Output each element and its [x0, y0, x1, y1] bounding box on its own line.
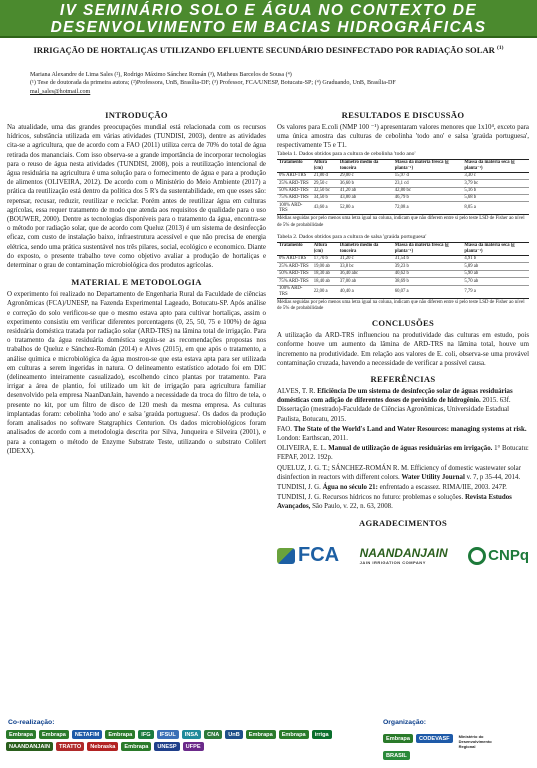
table1-cell: 3,79 bc — [462, 180, 529, 187]
results-text: Os valores para E.coli (NMP 100 ⁻¹) apresentaram valores menores que 1x10⁴, exceto para uma única amostra das culturas de cebolinha 'todo ano' e salsa 'graúda portuguesa', respectivamente T5 e T1. — [277, 124, 529, 150]
table2-cell: 0% ARD-TRS — [277, 256, 312, 263]
table1-col-header: Altura (cm) — [312, 159, 338, 172]
reference-title: The State of the World's Land and Water Resources: managing systems at risk. — [293, 425, 527, 433]
table2-cell: 60,07 a — [393, 285, 463, 298]
table1-col-header: Tratamento — [277, 159, 312, 172]
table1-col-header: Diâmetro médio da touceira — [338, 159, 393, 172]
table2-cell: 39,23 b — [393, 263, 463, 270]
table1-row — [277, 180, 529, 187]
table2-col-header: Diâmetro médio da touceira — [338, 242, 393, 255]
co-realizacao-logo: Embrapa — [246, 730, 276, 739]
cnpq-ring-icon — [468, 547, 486, 565]
table1-col-header: Massa da matéria seca (g planta⁻¹) — [462, 159, 529, 172]
co-realizacao-logo: CNA — [204, 730, 222, 739]
organizacao-logo: BRASIL — [383, 751, 410, 760]
sponsor-logos — [277, 536, 529, 576]
co-realizacao-logo: Embrapa — [39, 730, 69, 739]
table2-row — [277, 278, 529, 285]
table2 — [277, 242, 529, 299]
reference-item — [277, 483, 529, 492]
table1-cell: 5,68 b — [462, 194, 529, 201]
table1-cell: 43,80 ab — [338, 194, 393, 201]
table2-cell: 50% ARD-TRS — [277, 270, 312, 277]
organizacao-label: Organização: — [383, 719, 427, 726]
table2-cell: 18,30 ab — [312, 270, 338, 277]
table2-cell: 100% ARD-TRS — [277, 285, 312, 298]
table2-col-header: Tratamento — [277, 242, 312, 255]
co-realizacao-logo: Embrapa — [6, 730, 36, 739]
table2-cell: 5,90 ab — [462, 270, 529, 277]
reference-item — [277, 444, 529, 462]
table1-cell: 25% ARD-TRS — [277, 180, 312, 187]
author-affiliations: (¹) Tese de doutorada da primeira autora; (²)Professora, UnB, Brasília-DF; (³) Professor, FCA/UNESP, Botucatu-SP; (⁴) Graduando, UnB, Brasília-DF — [30, 80, 396, 87]
cnpq-logo-text: CNPq — [488, 547, 529, 565]
table1-note: Médias seguidas por pelo menos uma letra igual na coluna, indicam que não diferem entre si pelo teste LSD de Fisher ao nível de 5% de probabilidade — [277, 216, 525, 228]
conclusions-heading: CONCLUSÕES — [371, 318, 435, 329]
table1-row — [277, 172, 529, 179]
naandanjain-logo — [360, 546, 448, 565]
co-realizacao-logo: Nebraska — [87, 742, 118, 751]
table2-cell: 18,40 ab — [312, 278, 338, 285]
co-realizacao-logo: Embrapa — [121, 742, 151, 751]
table2-cell: 5,70 ab — [462, 278, 529, 285]
co-realizacao-logo: Embrapa — [279, 730, 309, 739]
methods-text: O experimento foi realizado no Departamento de Engenharia Rural da Faculdade de ciências Agronômicas (FCA)/UNESP, na Fazenda Experimental Lageado, Botucatu-SP. Após análise e correção do solo verificou-se que o mesmo estava apto para cultivar hortaliças, assim o experimento consistiu em verificar diferentes porcentagens (0, 25, 50, 75 e 100%) de água residuária doméstica tratada por radiação solar (ARD-TRS) na lâmina total de irrigação. Para o tratamento da água residuária doméstica seguiu-se as recomendações propostas nos trabalhos de Queluz e Sánchez-Román (2014) e Alves (2015), em que após o tratamento, a análise química e microbiológica da água mostrou-se que esta estava apta para ser utilizada em culturas a serem ingeridas in natura. O delineamento estatístico adotado foi em DIC (delineamento inteiramente casualizado), escolhendo cinco plantas por tratamento. Para irrigar a área de plantio, foi utilizado um kit de irrigação para agricultura familiar desenvolvido pela empresa NaanDanJain, havendo a necessidade da troca do filtro de tela, o presente no kit, por um filtro de disco de 120 mesh da mesma empresa. As culturas implantadas foram: cebolinha 'todo ano' e salsa 'graúda portuguesa'. Os dados da produção foram analisados no software Statgraphics Centurion. Os dados microbiológicos foram analisados de acordo com a metodologia descrita por Silva, Junqueira e Silveira (2001), e para a contagem o método de Enzyme Substrate Teste, utilizando o substrato Colilert (IDEXX). — [7, 291, 266, 455]
table1-cell: 5,16 b — [462, 187, 529, 194]
table1-cell: 46,79 b — [393, 194, 463, 201]
table2-cell: 19,00 ab — [312, 263, 338, 270]
intro-text: Na atualidade, uma das grandes preocupações mundial está relacionada com os recursos hídricos, substância utilizada em várias atividades (TUNDISI, 2003), dentre as atividades cita-se a agricultura, que de acordo com a FAO (2011) utiliza cerca de 70% do total de água retirada dos mananciais. Com isso observa-se a grande importância de incorporar tecnologias para o reuso de água nesta atividades (TUNDISI, 2008), pois a reutilização intencional de água residuária na agricultura é uma solução para o fornecimento de água e para a produção de alimentos (OLIVEIRA, 2012). De acordo com o Ministério do Meio Ambiente (2017) a prática da reutilização está dentro da política dos 5 R's da sustentabilidade, em que esses são: repensar, recusar, reduzir, reutilizar e reciclar. Porém antes de reutilizar água em culturas agrícolas, essa requer tratamento de modo que atenda aos requisitos de qualidade para o uso (BOUWER, 2000). Dentre as tecnologias disponíveis para o tratamento da água, encontra-se o método por radiação solar, que de acordo com Queluz (2013) é um sistema de desinfecção eficaz, com custo de instalação baixo, infraestrutura acessível e que não precisa de energia elétrica, sendo uma prática sustentável nos três pilares, social, ecológico e economico. Diante do exposto, o presente trabalho teve como objetivo avaliar a produção de hortaliças e determinar o grau de contaminação microbiológica dos produtos agrícolas. — [7, 124, 266, 270]
reference-title: Revista Estudos Avançados, — [277, 494, 512, 511]
fca-mark-icon — [277, 548, 295, 564]
table2-row — [277, 270, 529, 277]
banner-title-line2: DESENVOLVIMENTO EM BACIAS HIDROGRÁFICAS — [50, 19, 487, 36]
table1-cell: 21,80 d — [312, 172, 338, 179]
reference-title: Eficiência De um sistema de desinfecção solar de águas residuárias domésticas com adição de diferentes doses de peróxido de hidrogênio. — [277, 387, 513, 405]
co-realizacao-logo: UnB — [225, 730, 243, 739]
reference-text: TUNDISI, J. G. Recursos hídricos no futuro: problemas e soluções. — [277, 494, 465, 502]
table1-caption: Tabela 1. Dados obtidos para a cultura de cebolinha 'todo ano' — [277, 150, 416, 157]
cnpq-logo — [468, 547, 529, 565]
table2-cell: 4,91 b — [462, 256, 529, 263]
reference-item — [277, 493, 529, 511]
reference-item — [277, 425, 529, 443]
table2-cell: 36,40 abc — [338, 270, 393, 277]
co-realizacao-logo: TRATTO — [56, 742, 84, 751]
footer — [0, 719, 537, 768]
reference-text: 1° Botucatu: FEPAF, 2012. 192p. — [277, 445, 529, 462]
reference-title: Manual de utilização de águas residuárias em irrigação. — [328, 445, 493, 453]
header-banner — [0, 0, 537, 38]
reference-text: v. 7, p 35-44, 2014. — [464, 473, 521, 481]
table2-note: Médias seguidas por pelo menos uma letra igual na coluna, indicam que não diferem entre si pelo teste LSD de Fisher ao nível de 5% de probabilidade — [277, 299, 525, 311]
reference-text: QUELUZ, J. G. T.; SÁNCHEZ-ROMÁN R. M. Efficiency of domestic wastewater solar disinfection in reactors with different colors. — [277, 464, 522, 481]
co-realizacao-logo: INSA — [182, 730, 201, 739]
reference-item — [277, 464, 529, 482]
table2-row — [277, 285, 529, 298]
table2-cell: 33,8 bc — [338, 263, 393, 270]
organizacao-logo: Ministério do Desenvolvimento Regional — [456, 734, 504, 748]
author-names: Mariana Alexandre de Lima Sales (²), Rodrigo Máximo Sánchez Román (³), Matheus Barcelos de Sousa (⁴) — [30, 72, 292, 78]
reference-item — [277, 387, 529, 424]
naandanjain-logo-text: NAANDANJAIN — [359, 546, 448, 561]
reference-text: enfrentado a escassez. RIMA/IIE, 2003. 247P. — [377, 483, 507, 491]
table2-cell: 5,89 ab — [462, 263, 529, 270]
reference-text: São Paulo, v. 22, n. 63, 2008. — [310, 503, 393, 511]
table1-cell: 8,05 a — [462, 202, 529, 215]
table1-cell: 50% ARD-TRS — [277, 187, 312, 194]
co-realizacao-logo: irriga — [312, 730, 332, 739]
co-realizacao-logo: UNESP — [154, 742, 179, 751]
table2-col-header: Massa da matéria seca (g planta⁻¹) — [462, 242, 529, 255]
table1 — [277, 159, 529, 216]
table2-cell: 22,00 a — [312, 285, 338, 298]
paper-title-text: IRRIGAÇÃO DE HORTALIÇAS UTILIZANDO EFLUENTE SECUNDÁRIO DESINFECTADO POR RADIAÇÃO SOLAR — [33, 45, 495, 55]
left-column — [7, 108, 266, 456]
author-block — [30, 71, 520, 96]
table1-cell: 75% ARD-TRS — [277, 194, 312, 201]
co-realizacao-logo: IFG — [138, 730, 153, 739]
table1-row — [277, 194, 529, 201]
table1-cell: 41,20 ab — [338, 187, 393, 194]
table2-cell: 40,40 a — [338, 285, 393, 298]
intro-heading: INTRODUÇÃO — [105, 110, 168, 120]
table1-row — [277, 202, 529, 215]
table2-cell: 75% ARD-TRS — [277, 278, 312, 285]
table2-cell: 37,00 ab — [338, 278, 393, 285]
table1-cell: 32,50 bc — [312, 187, 338, 194]
results-heading: RESULTADOS E DISCUSSÃO — [341, 110, 465, 120]
banner-title-line1: IV SEMINÁRIO SOLO E ÁGUA NO CONTEXTO DE — [59, 2, 478, 19]
organizacao-logos — [383, 734, 533, 760]
table2-cell: 17,70 b — [312, 256, 338, 263]
table1-cell: 42,80 bc — [393, 187, 463, 194]
right-column — [277, 108, 529, 576]
reference-text: FAO. — [277, 425, 294, 433]
organizacao-logo: CODEVASF — [416, 734, 453, 743]
co-realizacao-logo: IFSUL — [157, 730, 179, 739]
table2-row — [277, 263, 529, 270]
table2-row — [277, 256, 529, 263]
paper-title-sup: (1) — [497, 45, 504, 52]
reference-title: Água no século 21: — [322, 483, 378, 491]
table1-header-row — [277, 159, 529, 172]
methods-heading: MATERIAL E METODOLOGIA — [71, 277, 202, 288]
reference-text: ALVES, T. R. — [277, 387, 318, 395]
reference-text: OLIVEIRA, E. L. — [277, 445, 329, 453]
co-realizacao-logo: NAANDANJAIN — [6, 742, 53, 751]
co-realizacao-logo: UFPE — [183, 742, 204, 751]
table1-cell: 15,97 d — [393, 172, 463, 179]
reference-text: TUNDISI, J. G. — [277, 483, 323, 491]
table1-cell: 0% ARD-TRS — [277, 172, 312, 179]
table2-col-header: Altura (cm) — [312, 242, 338, 255]
references-heading: REFERÊNCIAS — [370, 373, 436, 384]
organizacao-logo: Embrapa — [383, 734, 413, 743]
table2-cell: 7,79 a — [462, 285, 529, 298]
reference-text: London: Earthscan, 2011. — [277, 434, 348, 442]
reference-title: Water Utility Journal — [401, 473, 465, 481]
table2-cell: 31,54 b — [393, 256, 463, 263]
table2-header-row — [277, 242, 529, 255]
co-realizacao-logo: NETAFIM — [72, 730, 102, 739]
table1-cell: 72,08 a — [393, 202, 463, 215]
acknowledgements-heading: AGRADECIMENTOS — [358, 517, 448, 528]
table1-col-header: Massa da matéria fresca (g planta⁻¹) — [393, 159, 463, 172]
author-email[interactable]: mal_sales@hotmail.com — [30, 88, 91, 95]
table2-cell: 25% ARD-TRS — [277, 263, 312, 270]
fca-logo-text: FCA — [298, 544, 340, 567]
table1-cell: 100% ARD-TRS — [277, 202, 312, 215]
table1-row — [277, 187, 529, 194]
co-realizacao-logos — [6, 730, 371, 751]
naandanjain-logo-sub: JAIN IRRIGATION COMPANY — [359, 560, 426, 566]
table1-cell: 52,80 a — [338, 202, 393, 215]
table1-cell: 43,60 a — [312, 202, 338, 215]
reference-list — [277, 387, 529, 512]
table2-caption: Tabela 2. Dados obtidos para a cultura de salsa 'graúda portuguesa' — [277, 233, 427, 240]
table2-col-header: Massa da matéria fresca (g planta⁻¹) — [393, 242, 463, 255]
table1-cell: 23,1 cd — [393, 180, 463, 187]
table1-cell: 36,60 b — [338, 180, 393, 187]
fca-logo — [277, 544, 339, 567]
table2-cell: 31,20 c — [338, 256, 393, 263]
reference-text: 2015. 63f. Dissertação (mestrado)-Faculdade de Ciências Agronômicas, Universidade Estadual Paulista, Botucatu, 2015. — [277, 397, 511, 423]
table2-cell: 40,62 b — [393, 270, 463, 277]
conclusions-text: A utilização da ARD-TRS influenciou na produtividade das culturas em estudo, pois conforme houve um aumento da lâmina de ARD-TRS na lâmina total, houve um incremento na produtividade. Em relação aos valores de E. coli, observa-se uma provável contaminação cruzada, havendo a necessidade de verificar a possível causa. — [277, 332, 529, 367]
co-realizacao-label: Co-realização: — [8, 719, 55, 726]
table2-cell: 38,69 b — [393, 278, 463, 285]
co-realizacao-logo: Embrapa — [105, 730, 135, 739]
table1-cell: 29,50 c — [312, 180, 338, 187]
table1-cell: 34,50 b — [312, 194, 338, 201]
paper-title — [0, 45, 537, 55]
table1-cell: 29,00 c — [338, 172, 393, 179]
table1-cell: 3,30 c — [462, 172, 529, 179]
